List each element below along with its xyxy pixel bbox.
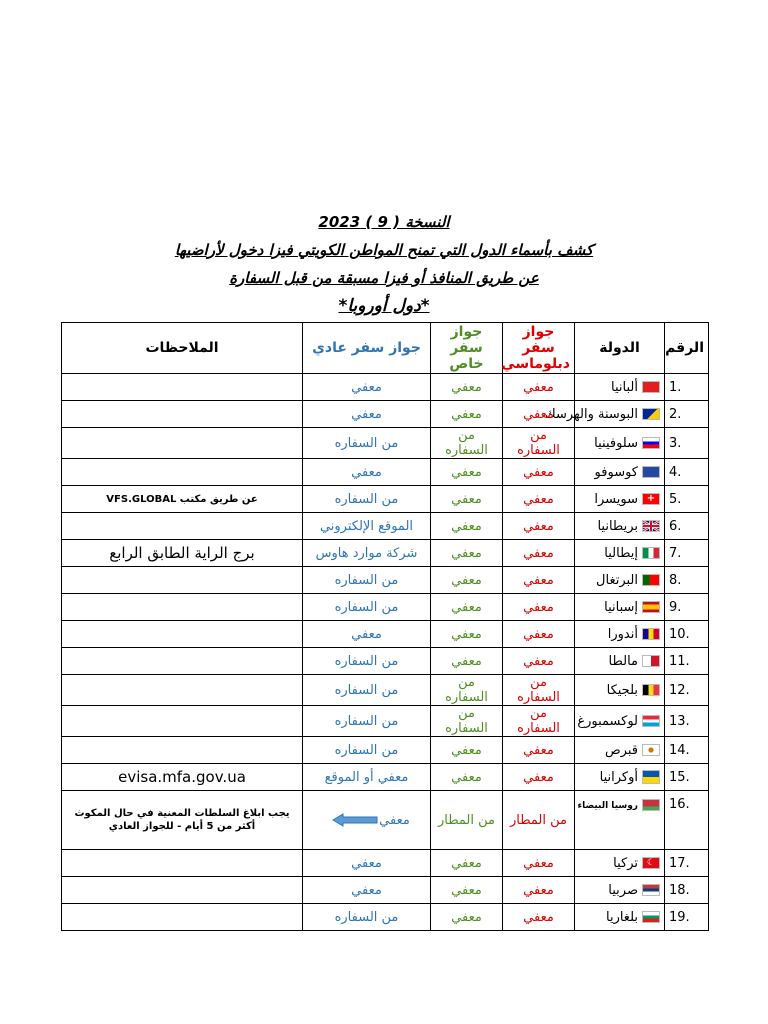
ordinary-cell: من السفاره: [303, 428, 431, 459]
ordinary-value: معفي: [379, 812, 410, 828]
andorra-flag-icon: [642, 628, 660, 640]
country-name: بلجيكا: [606, 682, 638, 698]
table-row: [62, 764, 709, 791]
country-cell: [575, 737, 665, 764]
ordinary-cell: معفي: [303, 374, 431, 401]
special-cell: معفي: [431, 401, 503, 428]
notes-cell: [62, 648, 303, 675]
ordinary-cell: معفي أو الموقع: [303, 764, 431, 791]
table-row: [62, 540, 709, 567]
table-row: [62, 567, 709, 594]
country-cell: [575, 791, 665, 850]
diplomatic-cell: معفي: [503, 621, 575, 648]
row-number: 7.: [665, 540, 709, 567]
notes-cell: evisa.mfa.gov.ua: [62, 764, 303, 791]
title-line-2: عن طريق المنافذ أو فيزا مسبقة من قبل السفارة: [229, 269, 539, 287]
notes-cell: [62, 513, 303, 540]
row-number: 6.: [665, 513, 709, 540]
table-row: [62, 459, 709, 486]
notes-cell: برج الراية الطابق الرابع: [62, 540, 303, 567]
header-notes: الملاحظات: [62, 323, 303, 374]
ordinary-cell: معفي: [303, 401, 431, 428]
country-name: بريطانيا: [597, 518, 638, 534]
country-name: إسبانيا: [604, 599, 638, 615]
notes-cell: [62, 459, 303, 486]
diplomatic-cell: معفي: [503, 540, 575, 567]
row-number: 19.: [665, 904, 709, 931]
diplomatic-cell: من المطار: [503, 791, 575, 850]
malta-flag-icon: [642, 655, 660, 667]
table-row: [62, 513, 709, 540]
luxembourg-flag-icon: [642, 715, 660, 727]
switzerland-flag-icon: +: [642, 493, 660, 505]
serbia-flag-icon: [642, 884, 660, 896]
ordinary-cell: [303, 791, 431, 850]
special-cell: معفي: [431, 904, 503, 931]
country-cell: [575, 486, 665, 513]
special-cell: من السفاره: [431, 675, 503, 706]
country-cell: [575, 850, 665, 877]
notes-cell: عن طريق مكتب VFS.GLOBAL: [62, 486, 303, 513]
country-name: البوسنة والهرسك: [545, 406, 638, 422]
country-cell: [575, 459, 665, 486]
row-number: 8.: [665, 567, 709, 594]
country-cell: [575, 428, 665, 459]
notes-cell: [62, 706, 303, 737]
notes-cell: [62, 428, 303, 459]
row-number: 4.: [665, 459, 709, 486]
notes-cell: [62, 567, 303, 594]
ordinary-cell: من السفاره: [303, 567, 431, 594]
row-number: 11.: [665, 648, 709, 675]
diplomatic-cell: معفي: [503, 567, 575, 594]
header-diplomatic: جواز سفر دبلوماسي: [503, 323, 575, 374]
row-number: 2.: [665, 401, 709, 428]
country-cell: [575, 540, 665, 567]
header-ordinary: جواز سفر عادي: [303, 323, 431, 374]
notes-cell: [62, 737, 303, 764]
table-row: [62, 706, 709, 737]
countries-table: [61, 322, 709, 931]
notes-cell: [62, 850, 303, 877]
table-row: [62, 737, 709, 764]
table-row: [62, 791, 709, 850]
diplomatic-cell: معفي: [503, 850, 575, 877]
diplomatic-cell: معفي: [503, 374, 575, 401]
header-country: الدولة: [575, 323, 665, 374]
special-cell: معفي: [431, 594, 503, 621]
ordinary-cell: معفي: [303, 850, 431, 877]
country-name: أندورا: [607, 626, 638, 642]
notes-cell: [62, 904, 303, 931]
spain-flag-icon: [642, 601, 660, 613]
country-name: لوكسمبورغ: [577, 713, 638, 729]
country-name: سلوفينيا: [594, 435, 638, 451]
diplomatic-cell: معفي: [503, 486, 575, 513]
ordinary-cell: معفي: [303, 877, 431, 904]
special-cell: معفي: [431, 540, 503, 567]
diplomatic-cell: معفي: [503, 401, 575, 428]
region-title: *دول أوروبا*: [338, 296, 430, 316]
special-cell: معفي: [431, 513, 503, 540]
special-cell: معفي: [431, 374, 503, 401]
header-number: الرقم: [665, 323, 709, 374]
diplomatic-cell: معفي: [503, 594, 575, 621]
ordinary-cell: معفي: [303, 459, 431, 486]
special-cell: معفي: [431, 567, 503, 594]
country-name: مالطا: [608, 653, 638, 669]
country-name: ألبانيا: [611, 379, 638, 395]
row-number: 5.: [665, 486, 709, 513]
table-row: [62, 877, 709, 904]
row-number: 10.: [665, 621, 709, 648]
notes-cell: [62, 621, 303, 648]
turkey-flag-icon: ☾: [642, 857, 660, 869]
slovenia-flag-icon: [642, 437, 660, 449]
ukraine-flag-icon: [642, 770, 660, 784]
italy-flag-icon: [642, 547, 660, 559]
belarus-flag-icon: [642, 799, 660, 811]
ordinary-cell: معفي: [303, 621, 431, 648]
country-cell: [575, 594, 665, 621]
special-cell: من السفاره: [431, 706, 503, 737]
ordinary-cell: شركة موارد هاوس: [303, 540, 431, 567]
ordinary-cell: من السفاره: [303, 675, 431, 706]
country-name: صربيا: [608, 882, 638, 898]
notes-cell: [62, 374, 303, 401]
table-row: [62, 594, 709, 621]
special-cell: معفي: [431, 737, 503, 764]
country-name: كوسوفو: [594, 464, 638, 480]
special-cell: معفي: [431, 648, 503, 675]
diplomatic-cell: معفي: [503, 648, 575, 675]
country-cell: [575, 648, 665, 675]
row-number: 13.: [665, 706, 709, 737]
special-cell: معفي: [431, 486, 503, 513]
country-name: قبرص: [604, 742, 638, 758]
country-cell: [575, 567, 665, 594]
country-name: سويسرا: [594, 491, 638, 507]
row-number: 18.: [665, 877, 709, 904]
notes-cell: [62, 401, 303, 428]
notes-cell: يجب ابلاغ السلطات المعنية في حال المكوث أكثر من 5 أيام - للجواز العادي: [62, 791, 303, 850]
bosnia-flag-icon: [642, 408, 660, 420]
diplomatic-cell: معفي: [503, 877, 575, 904]
table-row: [62, 401, 709, 428]
row-number: 14.: [665, 737, 709, 764]
portugal-flag-icon: [642, 574, 660, 586]
country-name: إيطاليا: [604, 545, 638, 561]
diplomatic-cell: من السفاره: [503, 428, 575, 459]
notes-cell: [62, 594, 303, 621]
country-cell: [575, 621, 665, 648]
row-number: 15.: [665, 764, 709, 791]
ordinary-cell: من السفاره: [303, 904, 431, 931]
diplomatic-cell: معفي: [503, 513, 575, 540]
row-number: 1.: [665, 374, 709, 401]
uk-flag-icon: [642, 520, 660, 532]
table-row: [62, 904, 709, 931]
arrow-left-icon: [331, 813, 379, 827]
country-name: روسيا البيضاء: [577, 801, 638, 811]
country-name: بلغاريا: [605, 909, 638, 925]
diplomatic-cell: من السفاره: [503, 706, 575, 737]
table-row: [62, 621, 709, 648]
country-cell: [575, 877, 665, 904]
special-cell: معفي: [431, 764, 503, 791]
country-name: البرتغال: [596, 572, 638, 588]
table-header-row: [62, 323, 709, 374]
row-number: 16.: [665, 791, 709, 850]
special-cell: من السفاره: [431, 428, 503, 459]
special-cell: معفي: [431, 850, 503, 877]
title-line-1: كشف بأسماء الدول التي تمنح المواطن الكويتي فيزا دخول لأراضيها: [174, 241, 594, 259]
country-name: أوكرانيا: [599, 769, 638, 785]
table-row: [62, 486, 709, 513]
country-cell: [575, 764, 665, 791]
table-row: [62, 374, 709, 401]
ordinary-cell: من السفاره: [303, 648, 431, 675]
special-cell: معفي: [431, 459, 503, 486]
ordinary-cell: من السفاره: [303, 486, 431, 513]
ordinary-cell: الموقع الإلكتروني: [303, 513, 431, 540]
cyprus-flag-icon: [642, 744, 660, 756]
ordinary-cell: من السفاره: [303, 706, 431, 737]
version-line: النسخة ( 9 ) 2023: [318, 213, 450, 231]
ordinary-cell: من السفاره: [303, 737, 431, 764]
row-number: 3.: [665, 428, 709, 459]
country-cell: [545, 401, 665, 428]
notes-cell: [62, 675, 303, 706]
diplomatic-cell: معفي: [503, 904, 575, 931]
row-number: 12.: [665, 675, 709, 706]
country-cell: [575, 904, 665, 931]
ordinary-cell: من السفاره: [303, 594, 431, 621]
diplomatic-cell: من السفاره: [503, 675, 575, 706]
document-header: [0, 208, 768, 320]
table-row: [62, 850, 709, 877]
special-cell: معفي: [431, 877, 503, 904]
row-number: 17.: [665, 850, 709, 877]
header-special: جواز سفر خاص: [431, 323, 503, 374]
diplomatic-cell: معفي: [503, 459, 575, 486]
kosovo-flag-icon: [642, 466, 660, 478]
diplomatic-cell: معفي: [503, 764, 575, 791]
special-cell: معفي: [431, 621, 503, 648]
special-cell: من المطار: [431, 791, 503, 850]
belgium-flag-icon: [642, 684, 660, 696]
table-row: [62, 675, 709, 706]
albania-flag-icon: [642, 381, 660, 393]
bulgaria-flag-icon: [642, 911, 660, 923]
table-row: [62, 648, 709, 675]
country-cell: [575, 706, 665, 737]
country-cell: [575, 513, 665, 540]
country-name: تركيا: [613, 855, 638, 871]
diplomatic-cell: معفي: [503, 737, 575, 764]
table-row: [62, 428, 709, 459]
row-number: 9.: [665, 594, 709, 621]
country-cell: [575, 675, 665, 706]
notes-cell: [62, 877, 303, 904]
country-cell: [575, 374, 665, 401]
